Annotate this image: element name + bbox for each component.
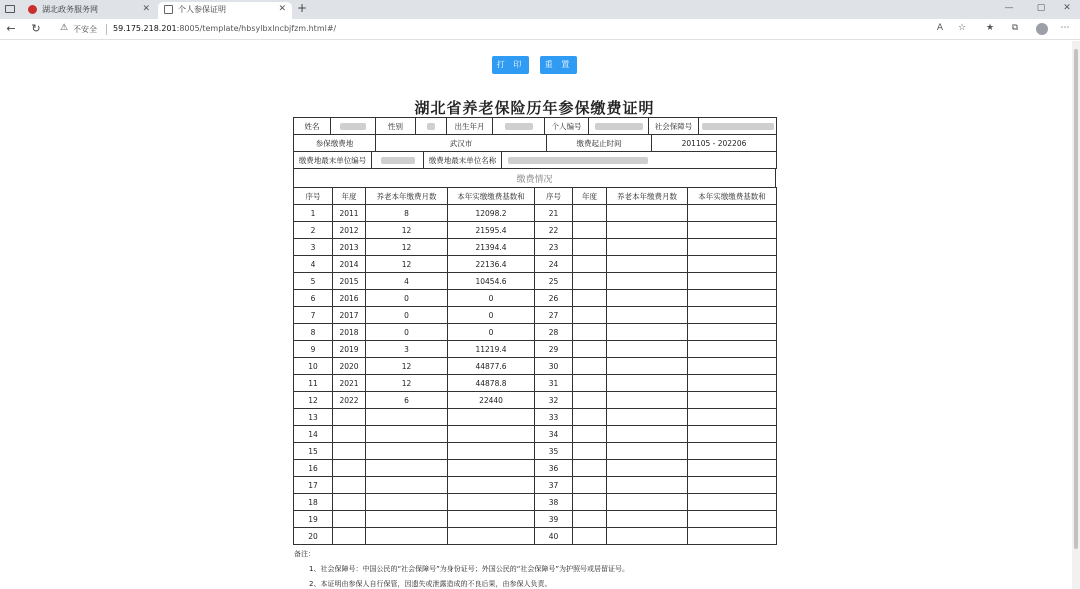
cell-empty xyxy=(688,358,777,375)
table-row xyxy=(294,494,777,511)
cell-empty xyxy=(688,307,777,324)
col-year-2: 年度 xyxy=(573,188,607,205)
table-row xyxy=(294,358,777,375)
note-1: 1、社会保障号：中国公民的“社会保障号”为身份证号；外国公民的“社会保障号”为护照号或居留证号。 xyxy=(309,565,629,573)
close-window-icon[interactable]: ✕ xyxy=(1063,3,1071,13)
cell-year: 2017 xyxy=(333,307,366,324)
table-row xyxy=(294,324,777,341)
cell-empty xyxy=(607,256,688,273)
cell-base: 21595.4 xyxy=(448,222,535,239)
last-unit-name-value xyxy=(502,152,777,169)
tab-title: 个人参保证明 xyxy=(178,5,226,14)
scrollbar-thumb[interactable] xyxy=(1074,49,1078,549)
cell-empty xyxy=(607,528,688,545)
table-row xyxy=(294,409,777,426)
cell-seq2: 35 xyxy=(535,443,573,460)
redacted-birth xyxy=(505,123,533,130)
birth-value xyxy=(493,118,545,135)
cell-empty xyxy=(607,222,688,239)
document-title: 湖北省养老保险历年参保缴费证明 xyxy=(414,99,655,117)
cell-empty xyxy=(607,460,688,477)
cell-seq: 1 xyxy=(294,205,333,222)
redacted-personal-no xyxy=(595,123,643,130)
personal-no-value xyxy=(589,118,649,135)
cell-months: 12 xyxy=(366,375,448,392)
cell-seq: 4 xyxy=(294,256,333,273)
cell-empty xyxy=(573,341,607,358)
divider xyxy=(106,24,107,35)
warning-icon[interactable]: ⚠ xyxy=(60,23,69,33)
cell-empty xyxy=(573,426,607,443)
cell-base: 44878.8 xyxy=(448,375,535,392)
last-unit-no-label: 缴费地最末单位编号 xyxy=(294,152,372,169)
cell-seq2: 27 xyxy=(535,307,573,324)
cell-seq2: 39 xyxy=(535,511,573,528)
cell-year: 2019 xyxy=(333,341,366,358)
cell-base: 22136.4 xyxy=(448,256,535,273)
cell-empty xyxy=(688,511,777,528)
cell-empty xyxy=(607,273,688,290)
read-aloud-icon[interactable]: A xyxy=(936,23,944,33)
cell-base xyxy=(448,477,535,494)
period-value: 201105 - 202206 xyxy=(652,135,777,152)
last-unit-table xyxy=(293,151,777,169)
cell-empty xyxy=(688,494,777,511)
name-value xyxy=(331,118,376,135)
gender-value xyxy=(416,118,447,135)
cell-months xyxy=(366,511,448,528)
cell-seq2: 25 xyxy=(535,273,573,290)
table-row xyxy=(294,341,777,358)
cell-empty xyxy=(573,290,607,307)
cell-empty xyxy=(607,426,688,443)
cell-empty xyxy=(573,205,607,222)
cell-empty xyxy=(573,392,607,409)
cell-empty xyxy=(607,409,688,426)
tab-actions-icon[interactable] xyxy=(5,5,15,13)
cell-base xyxy=(448,426,535,443)
gender-label: 性别 xyxy=(376,118,416,135)
cell-seq: 19 xyxy=(294,511,333,528)
cell-year xyxy=(333,443,366,460)
cell-seq2: 29 xyxy=(535,341,573,358)
cell-base: 12098.2 xyxy=(448,205,535,222)
cell-empty xyxy=(688,392,777,409)
cell-base xyxy=(448,460,535,477)
cell-base xyxy=(448,494,535,511)
cell-empty xyxy=(688,324,777,341)
cell-empty xyxy=(573,511,607,528)
col-year: 年度 xyxy=(333,188,366,205)
cell-empty xyxy=(607,494,688,511)
cell-months: 12 xyxy=(366,358,448,375)
insured-place-table xyxy=(293,134,777,152)
cell-base: 44877.6 xyxy=(448,358,535,375)
back-icon[interactable]: ← xyxy=(6,22,16,35)
cell-months xyxy=(366,477,448,494)
cell-months xyxy=(366,426,448,443)
cell-empty xyxy=(688,443,777,460)
cell-year: 2020 xyxy=(333,358,366,375)
table-row xyxy=(294,477,777,494)
personal-no-label: 个人编号 xyxy=(545,118,589,135)
insecure-label[interactable]: 不安全 xyxy=(73,25,97,34)
redacted-unit-no xyxy=(381,157,415,164)
col-seq-2: 序号 xyxy=(535,188,573,205)
cell-base: 0 xyxy=(448,324,535,341)
more-menu-icon[interactable]: ⋯ xyxy=(1060,23,1070,33)
notes xyxy=(294,549,629,589)
tab-personal-insurance-certificate[interactable] xyxy=(158,2,292,19)
cell-empty xyxy=(573,256,607,273)
cell-seq: 7 xyxy=(294,307,333,324)
cell-empty xyxy=(573,443,607,460)
table-row xyxy=(294,307,777,324)
payment-table xyxy=(293,187,777,545)
cell-seq2: 34 xyxy=(535,426,573,443)
cell-months: 0 xyxy=(366,307,448,324)
ssn-value xyxy=(699,118,777,135)
page-favicon-icon xyxy=(164,5,173,14)
cell-empty xyxy=(573,375,607,392)
payment-section-header xyxy=(293,168,776,188)
cell-months: 6 xyxy=(366,392,448,409)
cell-seq: 14 xyxy=(294,426,333,443)
cell-base: 22440 xyxy=(448,392,535,409)
cell-seq: 13 xyxy=(294,409,333,426)
profile-avatar-icon[interactable] xyxy=(1036,23,1048,35)
cell-empty xyxy=(688,477,777,494)
cell-months xyxy=(366,443,448,460)
cell-base: 0 xyxy=(448,307,535,324)
cell-base xyxy=(448,443,535,460)
url-field[interactable] xyxy=(113,24,336,33)
note-2: 2、本证明由参保人自行保管，因遗失或泄露造成的不良后果，由参保人负责。 xyxy=(309,580,552,588)
cell-seq: 5 xyxy=(294,273,333,290)
cell-seq: 8 xyxy=(294,324,333,341)
cell-months: 12 xyxy=(366,222,448,239)
cell-empty xyxy=(573,307,607,324)
cell-empty xyxy=(573,409,607,426)
vertical-scrollbar[interactable] xyxy=(1072,41,1080,589)
cell-months xyxy=(366,494,448,511)
close-tab-icon[interactable]: ✕ xyxy=(278,4,286,14)
table-row xyxy=(294,460,777,477)
print-button[interactable]: 打 印 xyxy=(492,56,529,74)
table-row xyxy=(294,392,777,409)
cell-empty xyxy=(688,256,777,273)
cell-seq2: 32 xyxy=(535,392,573,409)
cell-empty xyxy=(607,307,688,324)
table-header-row xyxy=(294,188,777,205)
cell-empty xyxy=(688,290,777,307)
last-unit-no-value xyxy=(372,152,424,169)
notes-header: 备注： xyxy=(294,550,315,558)
cell-empty xyxy=(573,494,607,511)
last-unit-name-label: 缴费地最末单位名称 xyxy=(424,152,502,169)
cell-year: 2012 xyxy=(333,222,366,239)
cell-empty xyxy=(607,477,688,494)
cell-base xyxy=(448,528,535,545)
cell-empty xyxy=(607,205,688,222)
close-tab-icon[interactable]: ✕ xyxy=(142,4,150,14)
cell-seq2: 33 xyxy=(535,409,573,426)
table-row xyxy=(294,528,777,545)
table-row xyxy=(294,426,777,443)
favorites-icon[interactable]: ★ xyxy=(985,23,995,33)
cell-seq2: 21 xyxy=(535,205,573,222)
cell-empty xyxy=(688,239,777,256)
cell-empty xyxy=(688,460,777,477)
url-host: 59.175.218.201 xyxy=(113,24,177,33)
table-row xyxy=(294,222,777,239)
insured-place-value: 武汉市 xyxy=(376,135,547,152)
cell-year xyxy=(333,409,366,426)
section-title: 缴费情况 xyxy=(294,169,776,188)
maximize-icon[interactable]: ▢ xyxy=(1036,3,1046,13)
cell-empty xyxy=(607,358,688,375)
cell-empty xyxy=(573,460,607,477)
cell-months: 8 xyxy=(366,205,448,222)
ssn-label: 社会保障号 xyxy=(649,118,699,135)
cell-empty xyxy=(607,443,688,460)
table-row xyxy=(294,205,777,222)
cell-seq2: 38 xyxy=(535,494,573,511)
cell-seq2: 23 xyxy=(535,239,573,256)
cell-year: 2011 xyxy=(333,205,366,222)
cell-months: 0 xyxy=(366,324,448,341)
table-row xyxy=(294,273,777,290)
cell-empty xyxy=(573,222,607,239)
cell-seq: 9 xyxy=(294,341,333,358)
cell-months: 4 xyxy=(366,273,448,290)
table-row xyxy=(294,443,777,460)
cell-empty xyxy=(573,324,607,341)
collections-icon[interactable]: ⧉ xyxy=(1011,23,1019,33)
cell-empty xyxy=(573,477,607,494)
refresh-icon[interactable]: ↻ xyxy=(31,22,41,35)
cell-empty xyxy=(607,341,688,358)
cell-year: 2013 xyxy=(333,239,366,256)
redacted-unit-name xyxy=(508,157,648,164)
cell-empty xyxy=(688,222,777,239)
cell-seq: 11 xyxy=(294,375,333,392)
cell-year xyxy=(333,528,366,545)
cell-empty xyxy=(573,273,607,290)
cell-seq2: 37 xyxy=(535,477,573,494)
url-path: :8005/template/hbsylbxlncbjfzm.html#/ xyxy=(176,24,337,33)
table-row xyxy=(294,256,777,273)
cell-seq2: 24 xyxy=(535,256,573,273)
reset-button[interactable]: 重 置 xyxy=(540,56,577,74)
period-label: 缴费起止时间 xyxy=(547,135,652,152)
cell-empty xyxy=(573,239,607,256)
cell-empty xyxy=(607,290,688,307)
col-seq: 序号 xyxy=(294,188,333,205)
browser-tab-bar xyxy=(0,0,1080,19)
cell-months xyxy=(366,409,448,426)
table-row xyxy=(294,511,777,528)
cell-year xyxy=(333,511,366,528)
cell-base: 21394.4 xyxy=(448,239,535,256)
minimize-icon[interactable]: — xyxy=(1004,3,1014,13)
personal-info-table xyxy=(293,117,777,135)
new-tab-icon[interactable]: + xyxy=(297,1,308,15)
table-row xyxy=(294,239,777,256)
col-months: 养老本年缴费月数 xyxy=(366,188,448,205)
tab-hubei-gov-service[interactable] xyxy=(22,2,156,19)
cell-year: 2021 xyxy=(333,375,366,392)
cell-empty xyxy=(573,528,607,545)
cell-year xyxy=(333,477,366,494)
cell-year xyxy=(333,426,366,443)
cell-seq2: 28 xyxy=(535,324,573,341)
cell-months: 0 xyxy=(366,290,448,307)
cell-empty xyxy=(607,511,688,528)
table-row xyxy=(294,375,777,392)
cell-empty xyxy=(688,375,777,392)
tab-title: 湖北政务服务网 xyxy=(42,5,98,14)
cell-months: 12 xyxy=(366,256,448,273)
cell-months xyxy=(366,460,448,477)
cell-empty xyxy=(607,392,688,409)
cell-year xyxy=(333,460,366,477)
cell-empty xyxy=(688,341,777,358)
cell-year: 2014 xyxy=(333,256,366,273)
cell-months: 3 xyxy=(366,341,448,358)
cell-seq: 17 xyxy=(294,477,333,494)
birth-label: 出生年月 xyxy=(447,118,493,135)
cell-seq: 3 xyxy=(294,239,333,256)
cell-empty xyxy=(688,409,777,426)
cell-empty xyxy=(607,324,688,341)
cell-year: 2022 xyxy=(333,392,366,409)
address-bar xyxy=(0,19,1080,40)
cell-seq: 12 xyxy=(294,392,333,409)
cell-months: 12 xyxy=(366,239,448,256)
cell-seq: 18 xyxy=(294,494,333,511)
cell-base: 10454.6 xyxy=(448,273,535,290)
cell-base: 0 xyxy=(448,290,535,307)
cell-seq2: 36 xyxy=(535,460,573,477)
cell-seq2: 40 xyxy=(535,528,573,545)
favorite-star-icon[interactable]: ☆ xyxy=(957,23,967,33)
redacted-gender xyxy=(427,123,435,130)
redacted-ssn xyxy=(702,123,774,130)
cell-seq2: 26 xyxy=(535,290,573,307)
cell-months xyxy=(366,528,448,545)
cell-empty xyxy=(688,273,777,290)
site-favicon-icon xyxy=(28,5,37,14)
insured-place-label: 参保缴费地 xyxy=(294,135,376,152)
cell-year: 2015 xyxy=(333,273,366,290)
cell-seq: 20 xyxy=(294,528,333,545)
cell-empty xyxy=(573,358,607,375)
cell-empty xyxy=(607,239,688,256)
cell-seq: 16 xyxy=(294,460,333,477)
table-row xyxy=(294,290,777,307)
col-base: 本年实缴缴费基数和 xyxy=(448,188,535,205)
col-base-2: 本年实缴缴费基数和 xyxy=(688,188,777,205)
cell-base: 11219.4 xyxy=(448,341,535,358)
cell-seq: 2 xyxy=(294,222,333,239)
cell-seq: 6 xyxy=(294,290,333,307)
cell-empty xyxy=(688,528,777,545)
cell-seq2: 31 xyxy=(535,375,573,392)
cell-seq2: 22 xyxy=(535,222,573,239)
redacted-name xyxy=(340,123,366,130)
col-months-2: 养老本年缴费月数 xyxy=(607,188,688,205)
cell-base xyxy=(448,409,535,426)
cell-empty xyxy=(688,205,777,222)
cell-seq: 15 xyxy=(294,443,333,460)
cell-empty xyxy=(607,375,688,392)
cell-base xyxy=(448,511,535,528)
name-label: 姓名 xyxy=(294,118,331,135)
cell-empty xyxy=(688,426,777,443)
cell-year xyxy=(333,494,366,511)
cell-seq: 10 xyxy=(294,358,333,375)
cell-year: 2018 xyxy=(333,324,366,341)
cell-seq2: 30 xyxy=(535,358,573,375)
cell-year: 2016 xyxy=(333,290,366,307)
